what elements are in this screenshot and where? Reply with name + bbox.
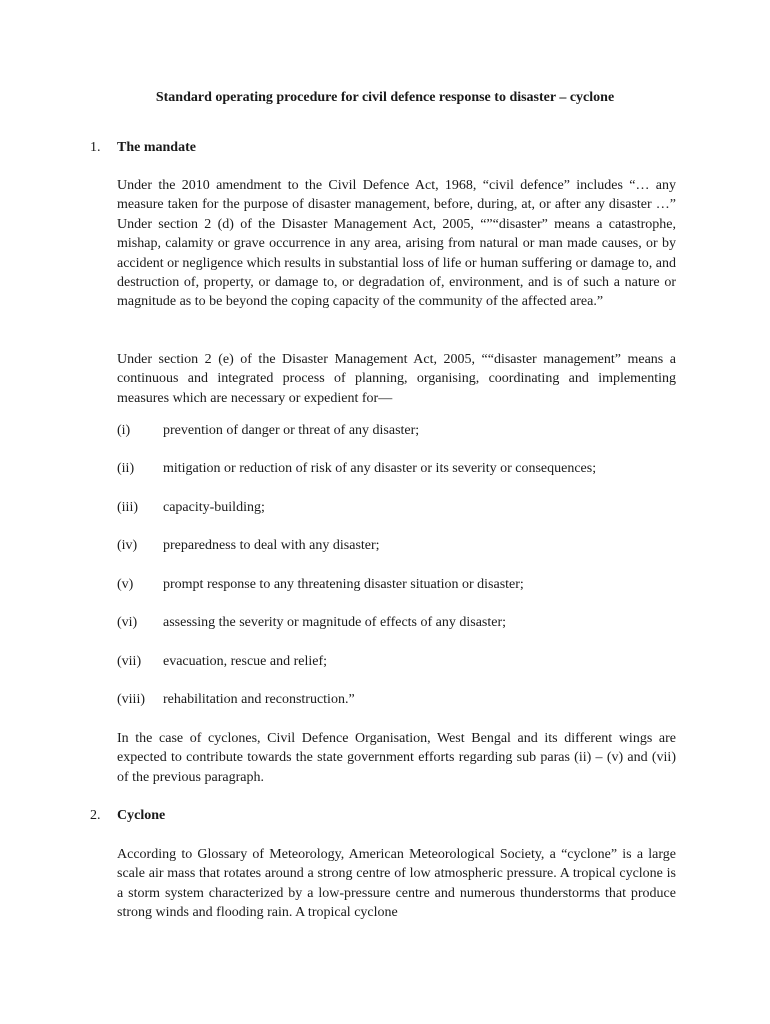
- list-item-number: (viii): [117, 692, 145, 707]
- list-item-number: (vii): [117, 654, 142, 669]
- list-item: [117, 613, 677, 633]
- list-item-text: rehabilitation and reconstruction.”: [163, 692, 355, 707]
- list-item: [117, 652, 677, 672]
- section-1-heading: [90, 138, 196, 158]
- mandate-paragraph-2: Under section 2 (e) of the Disaster Management Act, 2005, ““disaster management” means a continuous and integrated process of planning, organising, coordinating and implementing measures which are necessary or expedient for—: [117, 352, 676, 406]
- list-item-number: (i): [117, 423, 131, 438]
- list-item-number: (vi): [117, 615, 138, 630]
- mandate-paragraph-3: In the case of cyclones, Civil Defence Organisation, West Bengal and its different wings are expected to contribute towards the state government efforts regarding sub paras (ii) – (v) and (vii) of the previous paragraph.: [117, 731, 676, 785]
- mandate-paragraph-1: Under the 2010 amendment to the Civil Defence Act, 1968, “civil defence” includes “… any measure taken for the purpose of disaster management, before, during, at, or after any disaster …” Under section 2 (d) of the Disaster Management Act, 2005, “”“disaster” means a catastrophe, mishap, calamity or grave occurrence in any area, arising from natural or man made causes, or by accident or negligence which results in substantial loss of life or human suffering or damage to, and destruction of, property, or damage to, or degradation of, environment, and is of such a nature or magnitude as to be beyond the coping capacity of the community of the affected area.”: [117, 178, 676, 310]
- section-2-number: 2.: [90, 808, 101, 823]
- list-item-text: capacity-building;: [163, 500, 265, 515]
- document-title: Standard operating procedure for civil defence response to disaster – cyclone: [155, 90, 615, 105]
- list-item-text: evacuation, rescue and relief;: [163, 654, 328, 669]
- list-item-number: (iv): [117, 538, 138, 553]
- list-item: [117, 498, 677, 518]
- list-item-text: mitigation or reduction of risk of any disaster or its severity or consequences;: [163, 461, 597, 476]
- list-item: [117, 421, 677, 441]
- list-item-text: preparedness to deal with any disaster;: [163, 538, 380, 553]
- cyclone-paragraph-1: According to Glossary of Meteorology, American Meteorological Society, a “cyclone” is a large scale air mass that rotates around a strong centre of low atmospheric pressure. A tropical cyclone is a storm system characterized by a low-pressure centre and numerous thunderstorms that produce strong winds and flooding rain. A tropical cyclone: [117, 847, 676, 921]
- list-item-number: (v): [117, 577, 134, 592]
- list-item: [117, 536, 677, 556]
- section-2-heading: [90, 806, 165, 826]
- section-1-number: 1.: [90, 140, 101, 155]
- list-item-number: (iii): [117, 500, 138, 515]
- list-item: [117, 575, 677, 595]
- list-item-text: prompt response to any threatening disaster situation or disaster;: [163, 577, 524, 592]
- list-item-text: prevention of danger or threat of any disaster;: [163, 423, 420, 438]
- section-1-title: The mandate: [117, 140, 196, 155]
- list-item-text: assessing the severity or magnitude of effects of any disaster;: [163, 615, 507, 630]
- list-item: [117, 690, 677, 710]
- list-item: [117, 459, 677, 479]
- list-item-number: (ii): [117, 461, 135, 476]
- section-2-title: Cyclone: [117, 808, 166, 823]
